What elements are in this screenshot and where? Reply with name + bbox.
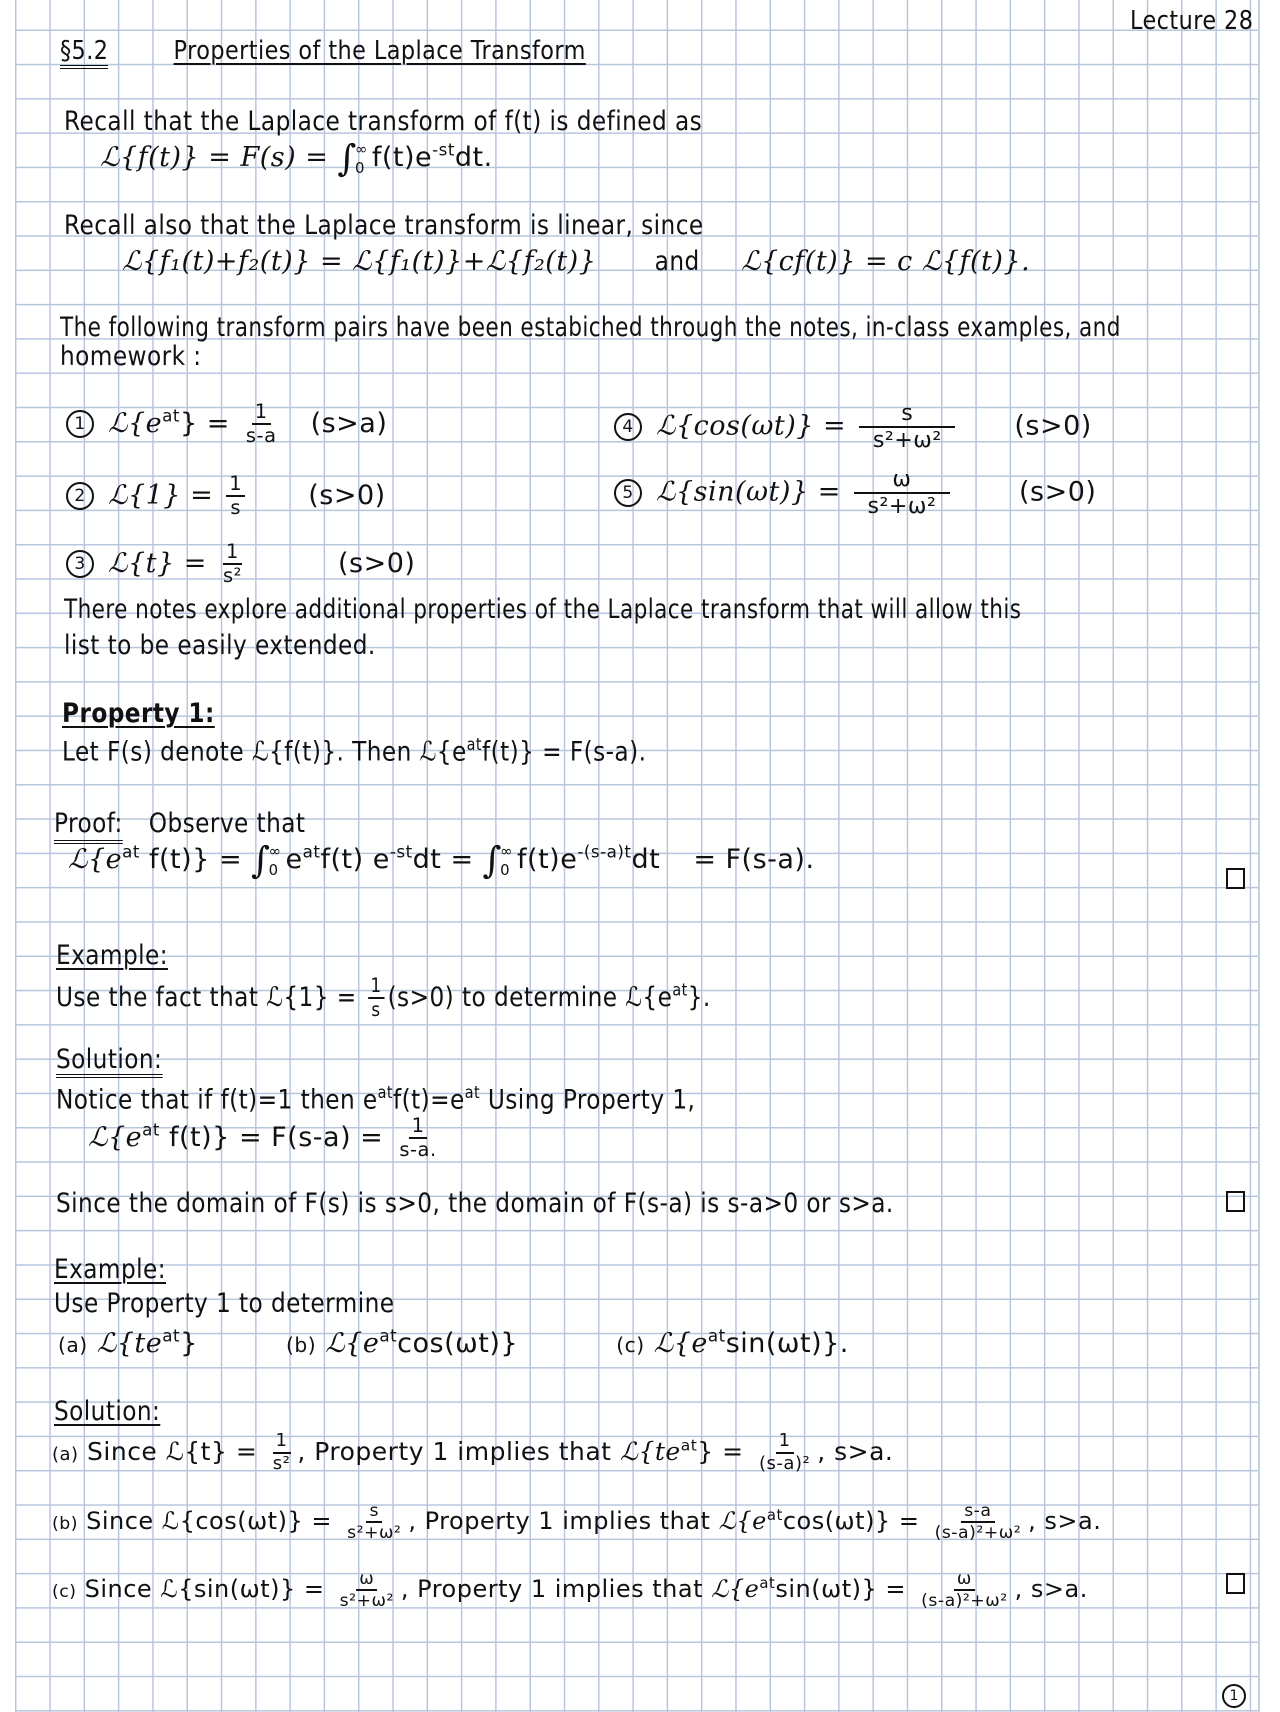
part-a: [58, 1328, 207, 1359]
result-exp: at: [759, 1573, 776, 1592]
since-fraction: [270, 1432, 294, 1474]
result-equals: cos(ωt)} =: [782, 1507, 928, 1536]
result-fraction: [756, 1432, 813, 1474]
numerator: 1: [368, 976, 384, 999]
upper-limit: ∞: [268, 842, 282, 860]
example1-equation: [88, 1116, 444, 1161]
integral-sign: ∫: [482, 838, 503, 882]
example1-label: Example:: [56, 940, 169, 971]
qed-box-icon: [1226, 868, 1245, 889]
lower-limit: 0: [268, 860, 279, 879]
prompt-mid: (s>0) to determine ℒ{e: [387, 981, 673, 1013]
eq-lhs: ℒ{e: [88, 1121, 143, 1153]
recall-definition-text: Recall that the Laplace transform of f(t) is defined as: [64, 106, 703, 137]
part-b: [286, 1328, 527, 1359]
denominator: s: [371, 998, 381, 1022]
statement-end: f(t)} = F(s-a).: [481, 736, 647, 768]
property1-statement: [62, 734, 647, 768]
integral-limits: [355, 140, 368, 177]
pair-domain: (s>0): [1014, 410, 1092, 442]
solution-c: [52, 1570, 1088, 1610]
pair-fraction: [226, 474, 245, 519]
numerator: ω: [356, 1570, 377, 1591]
pair-lhs: ℒ{t} =: [108, 547, 207, 579]
part-label: (b): [285, 1333, 317, 1358]
result-domain: , s>a.: [1028, 1507, 1102, 1536]
part-post: }: [180, 1328, 198, 1360]
numerator: ω: [854, 468, 950, 494]
upper-limit: ∞: [500, 842, 514, 860]
denominator: (s-a)²+ω²: [934, 1523, 1022, 1544]
transform-pair-1: [66, 402, 387, 447]
lecture-label: Lecture 28: [1130, 6, 1254, 36]
pair-fraction: [854, 468, 950, 518]
integrand-mid: f(t) e: [320, 844, 390, 876]
proof-label: Proof:: [54, 808, 123, 844]
example2-prompt: Use Property 1 to determine: [54, 1288, 395, 1319]
pair-lhs: ℒ{sin(ωt)} =: [656, 476, 841, 508]
numerator: 1: [776, 1432, 794, 1454]
pair-domain: (s>0): [308, 479, 386, 511]
pair-fraction: [243, 402, 280, 447]
denominator: (s-a)²: [759, 1452, 811, 1474]
integral-limits: [269, 842, 282, 879]
implies-text: , Property 1 implies that: [297, 1436, 620, 1466]
integrand: f(t)e: [371, 142, 433, 174]
proof-lhs-end: f(t)} =: [139, 844, 252, 876]
result-exp: at: [680, 1436, 698, 1455]
lower-limit: 0: [500, 860, 511, 879]
eq-fraction: [396, 1116, 439, 1161]
since-fraction: [337, 1570, 397, 1610]
upper-limit: ∞: [354, 140, 368, 158]
pair-lhs: ℒ{cos(ωt)} =: [656, 410, 847, 442]
since-text: Since ℒ{sin(ωt)} =: [84, 1575, 333, 1604]
proof-equation: [68, 838, 815, 882]
proof-lhs-exponent: at: [122, 841, 140, 862]
linearity-equation: [122, 248, 1030, 275]
transform-pair-2: [66, 474, 386, 519]
part-exp: at: [379, 1326, 398, 1346]
part-exp: at: [162, 1326, 181, 1346]
page-number: 1: [1222, 1684, 1246, 1708]
integrand-dt: dt =: [412, 844, 483, 876]
and-text: and: [654, 246, 700, 277]
proof-lhs: ℒ{e: [68, 844, 123, 876]
explore-line2: list to be easily extended.: [64, 630, 376, 661]
notice-end: Using Property 1,: [480, 1084, 696, 1116]
since-text: Since ℒ{cos(ωt)} =: [86, 1507, 341, 1536]
dt: dt.: [454, 142, 493, 174]
result-fraction: [932, 1502, 1025, 1542]
part-pre: ℒ{e: [653, 1328, 708, 1360]
example2-label: Example:: [54, 1254, 167, 1285]
eq-exponent: at: [142, 1119, 160, 1140]
prompt-start: Use the fact that ℒ{1} =: [56, 981, 365, 1013]
pair-lhs: ℒ{1} =: [108, 479, 214, 511]
denominator: s²+ω²: [872, 427, 942, 454]
example1-domain-line: Since the domain of F(s) is s>0, the domain of F(s-a) is s-a>0 or s>a.: [56, 1188, 894, 1219]
solution-a: [52, 1432, 893, 1474]
integral-limits: [500, 842, 513, 879]
result-domain: , s>a.: [1014, 1575, 1088, 1604]
section-title: Properties of the Laplace Transform: [173, 36, 586, 66]
result-lhs: ℒ{e: [711, 1575, 760, 1604]
result-equals: sin(ωt)} =: [775, 1575, 915, 1604]
denominator: s-a.: [399, 1138, 437, 1162]
integrand2: f(t)e: [517, 844, 578, 876]
property1-title: Property 1:: [62, 698, 215, 729]
notice-exp2: at: [464, 1082, 481, 1102]
proof-intro: [54, 810, 305, 837]
result-lhs: ℒ{e: [718, 1507, 767, 1536]
section-number: §5.2: [60, 38, 108, 69]
exponent: -st: [432, 139, 455, 160]
example2-solution-label: Solution:: [54, 1396, 161, 1427]
since-text: Since ℒ{t} =: [87, 1436, 266, 1466]
section-heading: [56, 38, 619, 69]
numerator: s: [859, 402, 955, 428]
numerator: 1: [226, 474, 245, 497]
result-lhs: ℒ{te: [619, 1436, 681, 1466]
solution-label: (b): [52, 1514, 78, 1535]
implies-text: , Property 1 implies that: [400, 1575, 712, 1604]
pairs-intro-line1: The following transform pairs have been estabiched through the notes, in-class examples, and: [60, 312, 1121, 343]
circled-number-3: 3: [66, 550, 94, 578]
example1-solution-label: Solution:: [56, 1046, 162, 1078]
pair-fraction: [859, 402, 955, 452]
integral-sign: ∫: [251, 838, 271, 882]
circled-number-1: 1: [66, 410, 94, 438]
part-c: [616, 1328, 849, 1359]
notice-exp1: at: [377, 1082, 393, 1102]
solution-label: (a): [52, 1443, 79, 1465]
since-fraction: [344, 1502, 404, 1542]
part-exp: at: [707, 1326, 726, 1346]
prompt-end: }.: [687, 981, 711, 1013]
notice-mid: f(t)=e: [392, 1084, 465, 1116]
prompt-fraction: [368, 976, 384, 1021]
result-domain: , s>a.: [817, 1436, 894, 1466]
denominator: s²+ω²: [867, 493, 937, 520]
explore-line1: There notes explore additional properties of the Laplace transform that will allow this: [64, 594, 1022, 625]
result-equals: } =: [697, 1436, 753, 1466]
pair-domain: (s>0): [337, 547, 416, 579]
prompt-exponent: at: [672, 979, 688, 1000]
integrand2-exp: -(s-a)t: [577, 841, 632, 862]
example1-notice: [56, 1082, 696, 1116]
pair-equals: } =: [179, 407, 230, 439]
part-pre: ℒ{e: [325, 1328, 380, 1360]
circled-number-2: 2: [66, 482, 94, 510]
numerator: 1: [273, 1432, 291, 1454]
definition-lhs: ℒ{f(t)} = F(s) =: [100, 142, 338, 174]
denominator: s²: [272, 1452, 291, 1474]
recall-linear-text: Recall also that the Laplace transform is linear, since: [64, 210, 704, 241]
integrand-exp2: -st: [389, 841, 413, 862]
numerator: s-a: [961, 1502, 994, 1523]
transform-pair-3: [66, 542, 415, 587]
integrand-e: e: [285, 844, 303, 876]
solution-label: (c): [52, 1582, 77, 1603]
denominator: (s-a)²+ω²: [921, 1591, 1008, 1612]
example2-parts: [58, 1326, 849, 1360]
notice-start: Notice that if f(t)=1 then e: [56, 1084, 378, 1116]
denominator: s²: [222, 564, 242, 588]
statement-start: Let F(s) denote ℒ{f(t)}. Then ℒ{e: [62, 736, 467, 768]
integral-sign: ∫: [337, 136, 357, 180]
pair-domain: (s>a): [310, 407, 388, 439]
eq-mid: f(t)} = F(s-a) =: [159, 1121, 393, 1153]
denominator: s-a: [245, 424, 277, 448]
result-exp: at: [766, 1505, 783, 1524]
integrand-exp1: at: [302, 841, 321, 862]
circled-number-5: 5: [614, 479, 642, 507]
qed-box-icon: [1226, 1191, 1245, 1212]
additivity-equation: ℒ{f₁(t)+f₂(t)} = ℒ{f₁(t)}+ℒ{f₂(t)}: [122, 246, 597, 277]
pair-domain: (s>0): [1019, 476, 1097, 508]
qed-box-icon: [1226, 1573, 1245, 1594]
part-label: (a): [58, 1333, 88, 1358]
homogeneity-equation: ℒ{cf(t)} = c ℒ{f(t)}.: [741, 246, 1031, 277]
proof-observe-text: Observe that: [148, 808, 306, 839]
part-post: cos(ωt)}: [397, 1328, 519, 1360]
numerator: ω: [954, 1570, 975, 1591]
implies-text: , Property 1 implies that: [408, 1507, 719, 1536]
part-pre: ℒ{te: [96, 1328, 163, 1360]
transform-pair-4: [614, 402, 1092, 452]
pairs-intro-line2: homework :: [60, 341, 202, 372]
solution-b: [52, 1502, 1101, 1542]
lower-limit: 0: [354, 158, 365, 177]
numerator: 1: [252, 402, 271, 425]
pair-fraction: [220, 542, 245, 587]
numerator: 1: [223, 542, 242, 565]
numerator: 1: [409, 1116, 428, 1139]
circled-number-4: 4: [614, 413, 642, 441]
pair-exponent: at: [162, 405, 180, 426]
numerator: s: [366, 1502, 382, 1523]
statement-exponent: at: [466, 734, 482, 754]
laplace-definition-equation: [100, 136, 493, 180]
denominator: s: [230, 496, 242, 520]
denominator: s²+ω²: [347, 1523, 402, 1544]
example1-prompt: [56, 976, 711, 1021]
pair-lhs: ℒ{e: [108, 407, 163, 439]
integrand2-dt: dt: [631, 844, 661, 876]
result-fraction: [918, 1570, 1011, 1610]
part-label: (c): [616, 1333, 645, 1358]
proof-rhs: = F(s-a).: [693, 844, 815, 876]
denominator: s²+ω²: [339, 1591, 394, 1612]
transform-pair-5: [614, 468, 1096, 518]
part-post: sin(ωt)}.: [725, 1328, 849, 1360]
